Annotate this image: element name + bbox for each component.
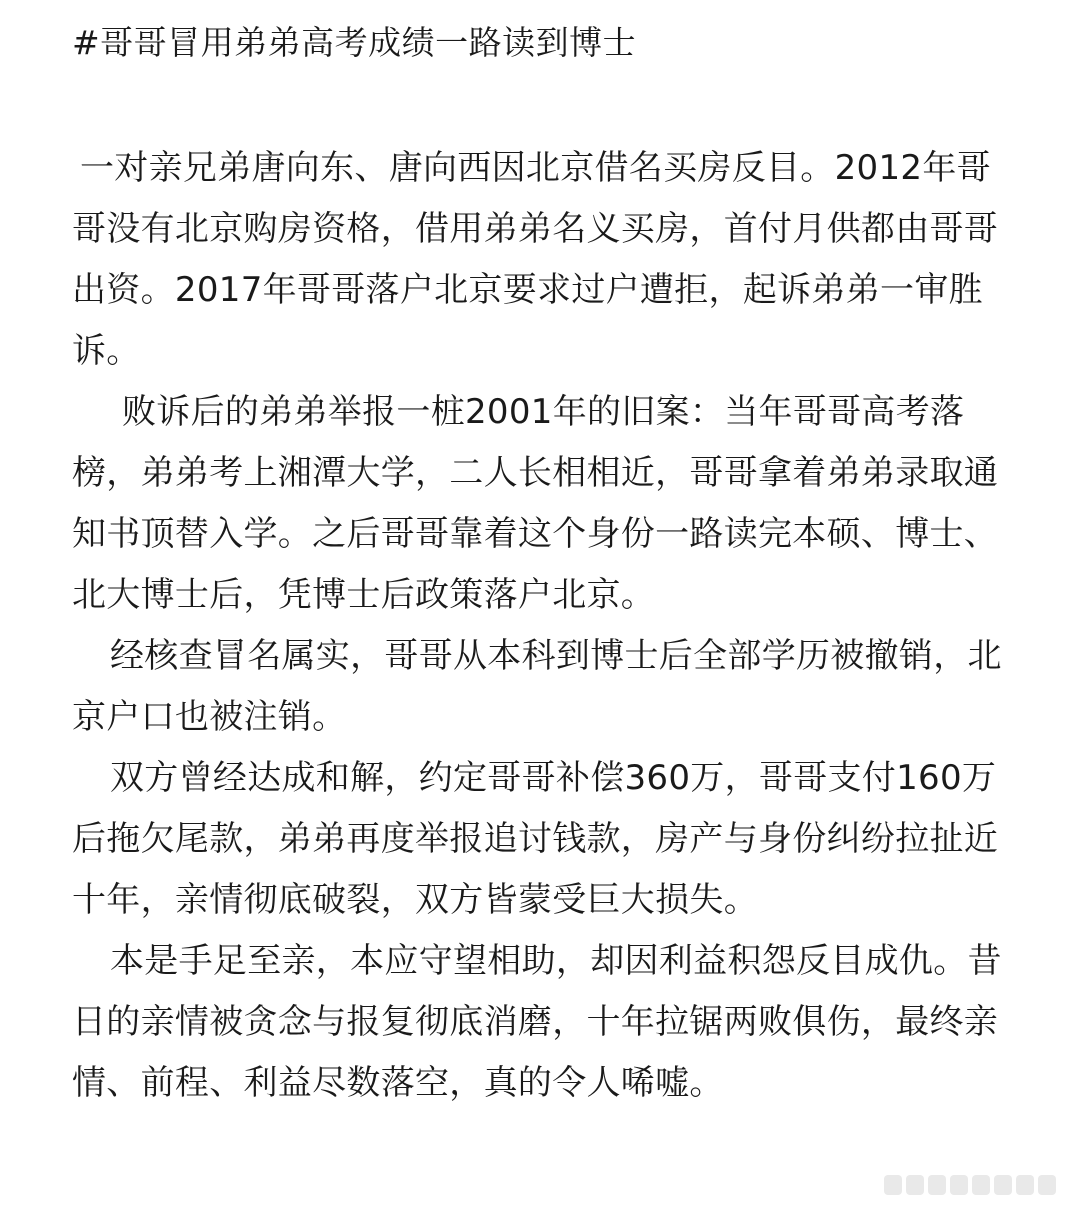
post-title-hashtag[interactable]: #哥哥冒用弟弟高考成绩一路读到博士 xyxy=(72,23,637,62)
paragraph-1: 一对亲兄弟唐向东、唐向西因北京借名买房反目。2012年哥哥没有北京购房资格，借用弟弟名义买房，首付月供都由哥哥出资。2017年哥哥落户北京要求过户遭拒，起诉弟弟一审胜诉。 xyxy=(72,148,999,371)
watermark-logo-blocks xyxy=(884,1173,1066,1197)
paragraph-5: 本是手足至亲，本应守望相助，却因利益积怨反目成仇。昔日的亲情被贪念与报复彻底消磨，十年拉锯两败俱伤，最终亲情、前程、利益尽数落空，真的令人唏嘘。 xyxy=(72,941,1002,1103)
platform-watermark-icon xyxy=(884,1172,1066,1198)
paragraph-2: 败诉后的弟弟举报一桩2001年的旧案：当年哥哥高考落榜，弟弟考上湘潭大学，二人长相相近，哥哥拿着弟弟录取通知书顶替入学。之后哥哥靠着这个身份一路读完本硕、博士、北大博士后，凭博士后政策落户北京。 xyxy=(72,392,999,615)
post-body xyxy=(72,138,1008,1114)
paragraph-3: 经核查冒名属实，哥哥从本科到博士后全部学历被撤销，北京户口也被注销。 xyxy=(72,636,1002,737)
paragraph-4: 双方曾经达成和解，约定哥哥补偿360万，哥哥支付160万后拖欠尾款，弟弟再度举报追讨钱款，房产与身份纠纷拉扯近十年，亲情彻底破裂，双方皆蒙受巨大损失。 xyxy=(72,758,999,920)
